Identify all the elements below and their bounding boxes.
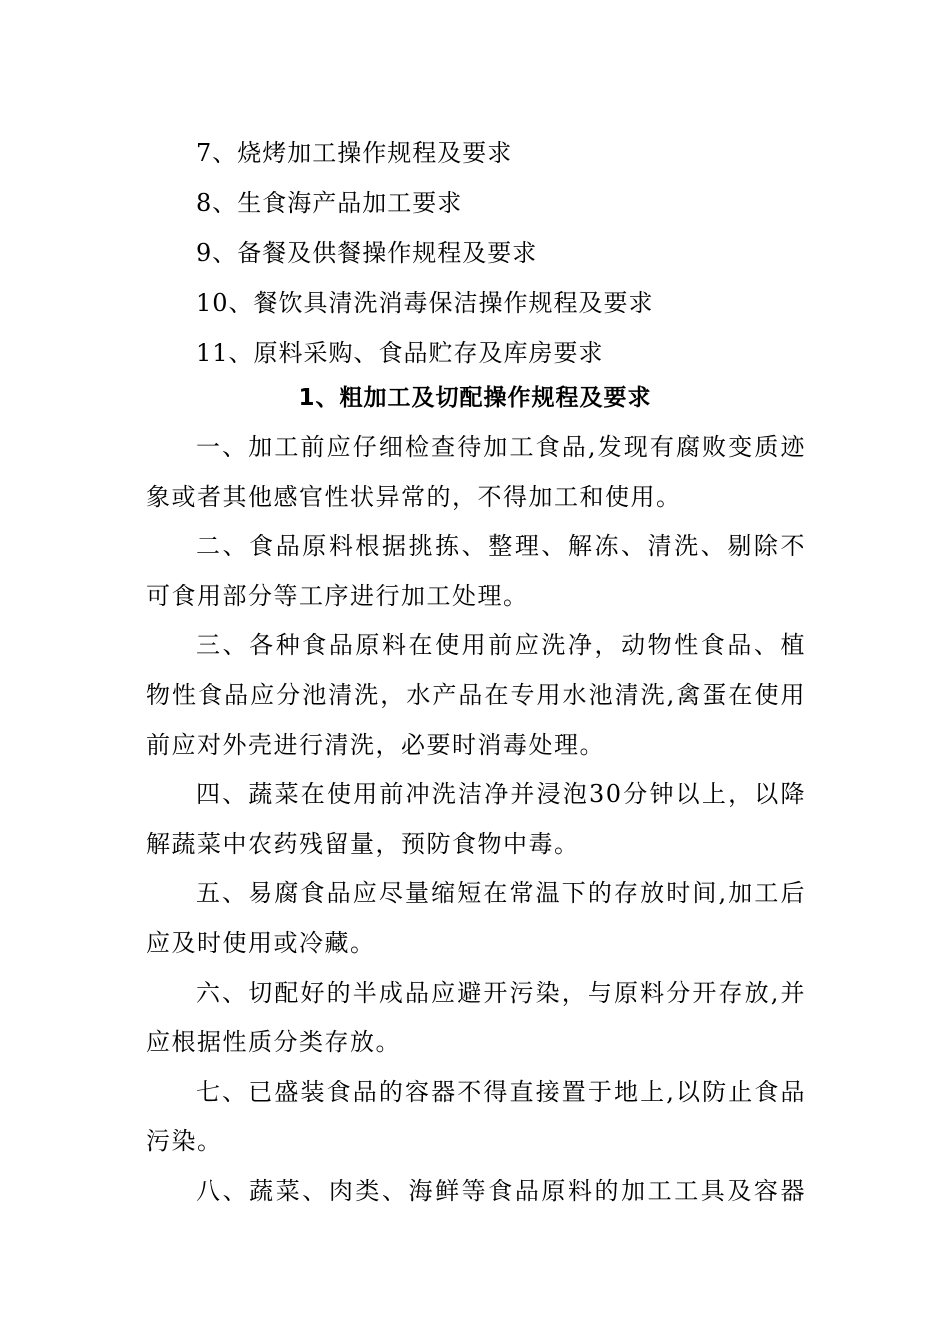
paragraph-line: 应及时使用或冷藏。 <box>146 928 376 957</box>
paragraph-line: 前应对外壳进行清洗，必要时消毒处理。 <box>146 730 605 759</box>
section-heading: 1、粗加工及切配操作规程及要求 <box>298 385 652 411</box>
paragraph <box>146 1068 806 1167</box>
paragraph-line: 四、蔬菜在使用前冲洗洁净并浸泡30分钟以上，以降 <box>196 780 806 809</box>
paragraph <box>146 621 806 770</box>
paragraph <box>146 969 806 1068</box>
paragraph-line: 二、食品原料根据挑拣、整理、解冻、清洗、剔除不 <box>196 532 806 561</box>
paragraph <box>146 869 806 968</box>
paragraph-line: 应根据性质分类存放。 <box>146 1028 401 1057</box>
paragraph <box>146 423 806 522</box>
paragraph-line: 八、蔬菜、肉类、海鲜等食品原料的加工工具及容器 <box>196 1176 806 1205</box>
section-body <box>146 423 806 1217</box>
paragraph-line: 一、加工前应仔细检查待加工食品,发现有腐败变质迹 <box>196 433 806 461</box>
toc-item: 7、烧烤加工操作规程及要求 <box>196 139 513 167</box>
paragraph-line: 七、已盛装食品的容器不得直接置于地上,以防止食品 <box>196 1077 806 1106</box>
paragraph-line: 污染。 <box>146 1127 223 1156</box>
paragraph-line: 三、各种食品原料在使用前应洗净，动物性食品、植 <box>196 631 806 660</box>
paragraph-line: 象或者其他感官性状异常的，不得加工和使用。 <box>146 482 682 511</box>
paragraph <box>146 522 806 621</box>
paragraph-line: 五、易腐食品应尽量缩短在常温下的存放时间,加工后 <box>196 879 806 908</box>
toc-item: 11、原料采购、食品贮存及库房要求 <box>196 339 604 367</box>
paragraph-line: 可食用部分等工序进行加工处理。 <box>146 581 529 610</box>
toc-item: 8、生食海产品加工要求 <box>196 189 463 217</box>
paragraph-line: 六、切配好的半成品应避开污染，与原料分开存放,并 <box>196 978 806 1007</box>
toc-item: 9、备餐及供餐操作规程及要求 <box>196 239 538 267</box>
paragraph <box>146 1167 806 1217</box>
paragraph <box>146 770 806 869</box>
paragraph-line: 物性食品应分池清洗，水产品在专用水池清洗,禽蛋在使用 <box>146 680 806 709</box>
table-of-contents <box>196 128 654 378</box>
paragraph-line: 解蔬菜中农药残留量，预防食物中毒。 <box>146 829 580 858</box>
toc-item: 10、餐饮具清洗消毒保洁操作规程及要求 <box>196 289 654 317</box>
